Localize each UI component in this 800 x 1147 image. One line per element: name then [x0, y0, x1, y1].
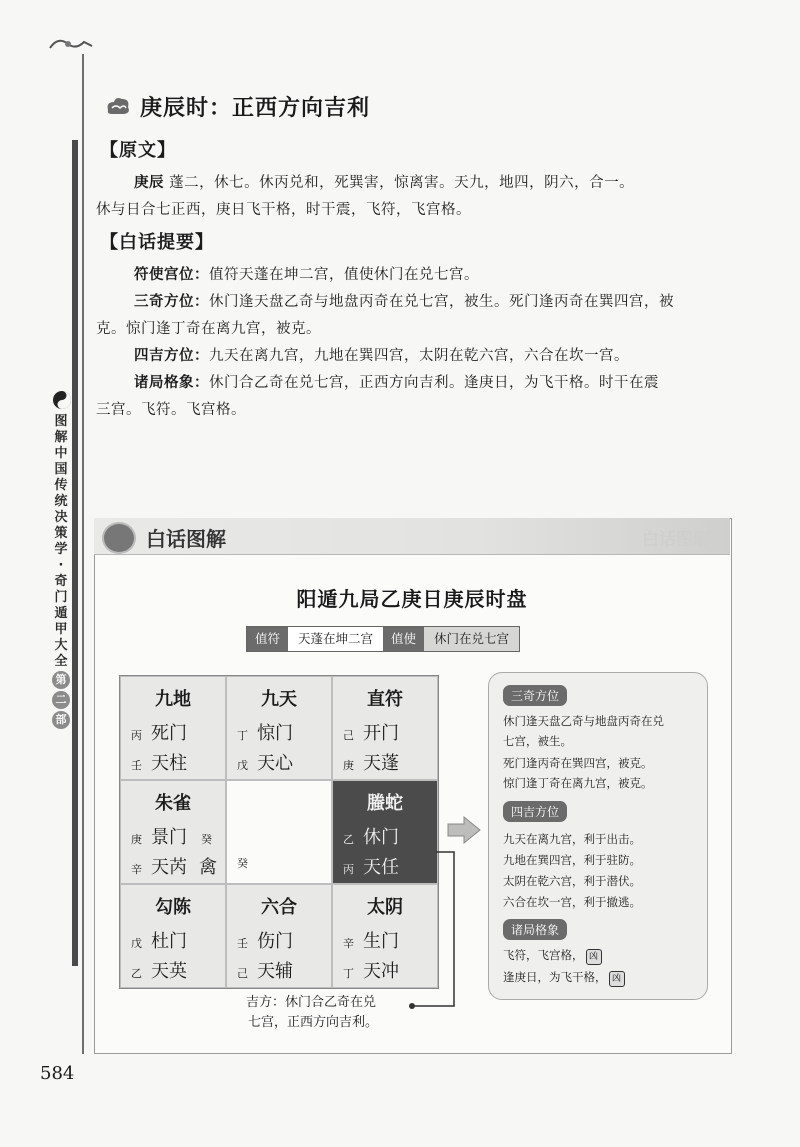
- side-char: 解: [54, 430, 68, 445]
- side-char: 学: [54, 542, 68, 557]
- diagram-header-text: 白话图解: [146, 527, 226, 551]
- geju-line: [503, 967, 625, 987]
- sanqi-line: 死门逢丙奇在巽四宫，被克。: [503, 756, 653, 770]
- siji-line: 九地在巽四宫，利于驻防。: [503, 853, 641, 867]
- palace-stem: 戊: [131, 937, 142, 950]
- palace-star: 天任: [363, 857, 399, 878]
- palace-door: 死门: [151, 723, 187, 744]
- palace-stem: 壬: [237, 937, 248, 950]
- palace-star: 天芮: [151, 857, 187, 878]
- sanqi-line: 惊门逢丁奇在离九宫，被克。: [503, 776, 653, 790]
- palace-cell: [332, 676, 438, 780]
- palace-door: 惊门: [257, 723, 293, 744]
- margin-line: [82, 54, 84, 1054]
- xiong-stamp: 凶: [609, 971, 625, 987]
- arrow-right-icon: [446, 815, 482, 845]
- palace-door: 休门: [363, 827, 399, 848]
- side-char: 门: [54, 590, 68, 605]
- side-char: 决: [54, 510, 68, 525]
- baihua-key: 诸局格象：: [134, 375, 209, 391]
- baihua-key: 符使宫位：: [134, 267, 209, 283]
- side-char: 传: [54, 478, 68, 493]
- palace-god: 直符: [367, 689, 403, 710]
- baihua-paragraph: [96, 262, 746, 424]
- side-circled-char: 部: [52, 711, 70, 729]
- side-char: 甲: [54, 622, 68, 637]
- chart-title: 阳遁九局乙庚日庚辰时盘: [296, 587, 528, 611]
- zhishi-label: 值使: [383, 627, 424, 651]
- palace-stem: 辛: [131, 863, 142, 876]
- baihua-line: [96, 289, 746, 316]
- yuanwen-paragraph: [96, 170, 746, 224]
- palace-center-stem: 癸: [237, 857, 248, 870]
- baihua-key: 四吉方位：: [134, 348, 209, 364]
- side-char: 奇: [54, 574, 68, 589]
- palace-stem: 庚: [131, 833, 142, 846]
- yuanwen-line-1-text: 蓬二，休七。休丙兑和，死巽害，惊离害。天九，地四，阴六，合一。: [169, 175, 635, 191]
- palace-star: 天辅: [257, 961, 293, 982]
- baihua-text: 休门合乙奇在兑七宫，正西方向吉利。逢庚日，为飞干格。时干在震: [209, 375, 659, 391]
- palace-god: 六合: [261, 897, 297, 918]
- siji-tag: 四吉方位: [503, 801, 567, 822]
- yuanwen-key: 庚辰: [134, 175, 164, 191]
- callout-note-line-1: 吉方：休门合乙奇在兑: [246, 995, 377, 1010]
- sanqi-tag: 三奇方位: [503, 685, 567, 706]
- diagram-header-ghost: 白话图解: [642, 530, 710, 550]
- palace-star: 天冲: [363, 961, 399, 982]
- palace-extra: 禽: [199, 857, 217, 878]
- palace-stem: 丙: [343, 863, 354, 876]
- palace-stem: 庚: [343, 759, 354, 772]
- palace-cell: [226, 676, 332, 780]
- palace-star: 天英: [151, 961, 187, 982]
- zhishi-value: 休门在兑七宫: [424, 627, 519, 651]
- palace-cell: [120, 780, 226, 884]
- side-circled-char: 第: [52, 671, 70, 689]
- zhifu-label: 值符: [247, 627, 288, 651]
- palace-god: 勾陈: [155, 897, 191, 918]
- side-char: 策: [54, 526, 68, 541]
- callout-note-line-2: 七宫，正西方向吉利。: [248, 1015, 379, 1030]
- side-char: 中: [54, 446, 68, 461]
- zhifu-value: 天蓬在坤二宫: [288, 627, 383, 651]
- geju-line: [503, 945, 602, 965]
- palace-stem: 壬: [131, 759, 142, 772]
- palace-door: 伤门: [257, 931, 293, 952]
- palace-god: 朱雀: [155, 793, 191, 814]
- palace-god: 太阴: [367, 897, 403, 918]
- palace-stem: 辛: [343, 937, 354, 950]
- corner-ornament-icon: [48, 34, 94, 54]
- palace-god: 九地: [155, 689, 191, 710]
- baihua-text: 克。惊门逢丁奇在离九宫，被克。: [96, 321, 321, 337]
- baihua-heading: 【白话提要】: [100, 232, 214, 253]
- geju-text: 逢庚日，为飞干格，: [503, 970, 607, 984]
- taiji-icon: [52, 390, 72, 410]
- side-series-title: [48, 414, 74, 730]
- callout-connector: [380, 850, 460, 1010]
- palace-star: 天蓬: [363, 753, 399, 774]
- callout-note: [246, 993, 378, 1033]
- yuanwen-line-2: 休与日合七正西，庚日飞干格，时干震，飞符，飞宫格。: [96, 202, 471, 218]
- palace-star: 天柱: [151, 753, 187, 774]
- palace-god: 九天: [261, 689, 297, 710]
- palace-star: 天心: [257, 753, 293, 774]
- palace-door: 开门: [363, 723, 399, 744]
- palace-stem: 己: [343, 729, 354, 742]
- baihua-line: [96, 397, 746, 424]
- palace-extra: 癸: [201, 833, 212, 846]
- side-circled-char: 二: [52, 691, 70, 709]
- title-row: [104, 88, 370, 124]
- badge-icon: [102, 522, 136, 554]
- palace-cell: [226, 884, 332, 988]
- side-char: 遁: [54, 606, 68, 621]
- palace-cell-center: [226, 780, 332, 884]
- palace-door: 杜门: [151, 931, 187, 952]
- yuanwen-line-1: [96, 170, 746, 197]
- baihua-line: [96, 370, 746, 397]
- palace-god: 螣蛇: [367, 793, 403, 814]
- info-bar: [246, 626, 520, 652]
- cloud-ornament-icon: [104, 92, 132, 120]
- baihua-text: 三宫。飞符。飞宫格。: [96, 402, 246, 418]
- side-char: 全: [54, 654, 68, 669]
- palace-cell: [120, 676, 226, 780]
- geju-tag: 诸局格象: [503, 919, 567, 940]
- palace-stem: 己: [237, 967, 248, 980]
- siji-line: 六合在坎一宫，利于撤逃。: [503, 895, 641, 909]
- palace-stem: 戊: [237, 759, 248, 772]
- palace-stem: 乙: [131, 967, 142, 980]
- xiong-stamp: 凶: [586, 949, 602, 965]
- baihua-text: 值符天蓬在坤二宫，值使休门在兑七宫。: [209, 267, 479, 283]
- baihua-line: [96, 343, 746, 370]
- palace-stem: 乙: [343, 833, 354, 846]
- side-char: 图: [54, 414, 68, 429]
- siji-line: 九天在离九宫，利于出击。: [503, 832, 641, 846]
- side-char: 统: [54, 494, 68, 509]
- siji-line: 太阴在乾六宫，利于潜伏。: [503, 874, 641, 888]
- palace-door: 景门: [151, 827, 187, 848]
- side-char: 国: [54, 462, 68, 477]
- sanqi-line: 休门逢天盘乙奇与地盘丙奇在兑: [503, 714, 664, 728]
- baihua-text: 九天在离九宫，九地在巽四宫，太阴在乾六宫，六合在坎一宫。: [209, 348, 629, 364]
- info-panel: [488, 672, 708, 1000]
- baihua-text: 休门逢天盘乙奇与地盘丙奇在兑七宫，被生。死门逢丙奇在巽四宫，被: [209, 294, 674, 310]
- sanqi-line: 七宫，被生。: [503, 734, 572, 748]
- palace-stem: 丁: [237, 729, 248, 742]
- geju-text: 飞符，飞宫格，: [503, 948, 584, 962]
- side-char: 大: [54, 638, 68, 653]
- side-char: ·: [58, 558, 64, 573]
- palace-stem: 丁: [343, 967, 354, 980]
- diagram-header: [94, 518, 730, 555]
- baihua-key: 三奇方位：: [134, 294, 209, 310]
- baihua-line: [96, 262, 746, 289]
- palace-door: 生门: [363, 931, 399, 952]
- palace-stem: 丙: [131, 729, 142, 742]
- page-title: 庚辰时：正西方向吉利: [140, 95, 371, 121]
- palace-cell: [120, 884, 226, 988]
- page-number: 584: [40, 1063, 75, 1084]
- yuanwen-heading: 【原文】: [100, 140, 176, 161]
- baihua-line: [96, 316, 746, 343]
